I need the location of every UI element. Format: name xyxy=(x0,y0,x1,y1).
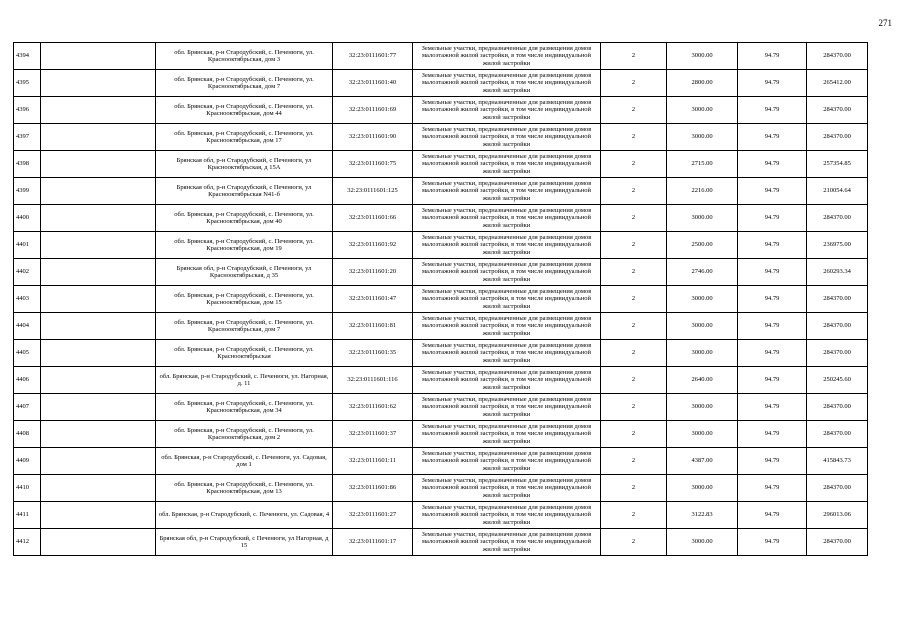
permitted-use-cell: Земельные участки, предназначенные для размещения домов малоэтажной жилой застройки, в том числе индивидуальной жилой застройки xyxy=(413,151,601,178)
group-code-cell: 2 xyxy=(601,502,667,529)
cadastral-value-cell: 284370.00 xyxy=(807,97,868,124)
cadastral-number-cell: 32:23:0111601:37 xyxy=(333,421,413,448)
permitted-use-cell: Земельные участки, предназначенные для размещения домов малоэтажной жилой застройки, в том числе индивидуальной жилой застройки xyxy=(413,529,601,556)
area-cell: 3000.00 xyxy=(667,394,738,421)
specific-value-cell: 94.79 xyxy=(738,43,807,70)
specific-value-cell: 94.79 xyxy=(738,475,807,502)
cadastral-value-cell: 210054.64 xyxy=(807,178,868,205)
area-cell: 3000.00 xyxy=(667,340,738,367)
specific-value-cell: 94.79 xyxy=(738,97,807,124)
specific-value-cell: 94.79 xyxy=(738,394,807,421)
table-row xyxy=(14,97,868,124)
table-row xyxy=(14,232,868,259)
specific-value-cell: 94.79 xyxy=(738,421,807,448)
table-row xyxy=(14,340,868,367)
row-number-cell: 4396 xyxy=(14,97,41,124)
permitted-use-cell: Земельные участки, предназначенные для размещения домов малоэтажной жилой застройки, в том числе индивидуальной жилой застройки xyxy=(413,313,601,340)
area-cell: 3000.00 xyxy=(667,421,738,448)
group-code-cell: 2 xyxy=(601,448,667,475)
empty-cell xyxy=(41,394,156,421)
address-cell: обл. Брянская, р-н Стародубский, с. Печенюги, ул. Краснооктябрьская, дом 19 xyxy=(156,232,333,259)
empty-cell xyxy=(41,232,156,259)
cadastral-number-cell: 32:23:0111601:47 xyxy=(333,286,413,313)
group-code-cell: 2 xyxy=(601,178,667,205)
table-row xyxy=(14,394,868,421)
empty-cell xyxy=(41,475,156,502)
row-number-cell: 4405 xyxy=(14,340,41,367)
group-code-cell: 2 xyxy=(601,43,667,70)
specific-value-cell: 94.79 xyxy=(738,340,807,367)
permitted-use-cell: Земельные участки, предназначенные для размещения домов малоэтажной жилой застройки, в том числе индивидуальной жилой застройки xyxy=(413,448,601,475)
table-row xyxy=(14,475,868,502)
row-number-cell: 4395 xyxy=(14,70,41,97)
address-cell: обл. Брянская, р-н Стародубский, с. Печенюги, ул. Садовая, дом 1 xyxy=(156,448,333,475)
group-code-cell: 2 xyxy=(601,259,667,286)
row-number-cell: 4410 xyxy=(14,475,41,502)
cadastral-value-cell: 284370.00 xyxy=(807,124,868,151)
cadastral-number-cell: 32:23:0111601:62 xyxy=(333,394,413,421)
cadastral-number-cell: 32:23:0111601:81 xyxy=(333,313,413,340)
empty-cell xyxy=(41,340,156,367)
cadastral-value-cell: 260293.34 xyxy=(807,259,868,286)
address-cell: обл. Брянская, р-н Стародубский, с. Печенюги, ул. Краснооктябрьская, дом 34 xyxy=(156,394,333,421)
empty-cell xyxy=(41,421,156,448)
row-number-cell: 4403 xyxy=(14,286,41,313)
specific-value-cell: 94.79 xyxy=(738,448,807,475)
row-number-cell: 4398 xyxy=(14,151,41,178)
permitted-use-cell: Земельные участки, предназначенные для размещения домов малоэтажной жилой застройки, в том числе индивидуальной жилой застройки xyxy=(413,259,601,286)
address-cell: Брянская обл, р-н Стародубский, с Печенюги, ул Краснооктябрьская, д 35 xyxy=(156,259,333,286)
empty-cell xyxy=(41,259,156,286)
cadastral-value-cell: 284370.00 xyxy=(807,475,868,502)
row-number-cell: 4409 xyxy=(14,448,41,475)
group-code-cell: 2 xyxy=(601,286,667,313)
permitted-use-cell: Земельные участки, предназначенные для размещения домов малоэтажной жилой застройки, в том числе индивидуальной жилой застройки xyxy=(413,421,601,448)
specific-value-cell: 94.79 xyxy=(738,367,807,394)
table-row xyxy=(14,70,868,97)
row-number-cell: 4407 xyxy=(14,394,41,421)
cadastral-value-cell: 284370.00 xyxy=(807,421,868,448)
table-row xyxy=(14,421,868,448)
empty-cell xyxy=(41,313,156,340)
address-cell: обл. Брянская, р-н Стародубский, с. Печенюги, ул. Краснооктябрьская, дом 13 xyxy=(156,475,333,502)
cadastral-number-cell: 32:23:0111601:75 xyxy=(333,151,413,178)
permitted-use-cell: Земельные участки, предназначенные для размещения домов малоэтажной жилой застройки, в том числе индивидуальной жилой застройки xyxy=(413,70,601,97)
area-cell: 3000.00 xyxy=(667,205,738,232)
cadastral-value-cell: 296013.06 xyxy=(807,502,868,529)
cadastral-value-cell: 284370.00 xyxy=(807,313,868,340)
table-row xyxy=(14,502,868,529)
area-cell: 2500.00 xyxy=(667,232,738,259)
address-cell: обл. Брянская, р-н Стародубский, с. Печенюги, ул. Садовая, 4 xyxy=(156,502,333,529)
cadastral-number-cell: 32:23:0111601:35 xyxy=(333,340,413,367)
row-number-cell: 4412 xyxy=(14,529,41,556)
area-cell: 4387.00 xyxy=(667,448,738,475)
address-cell: обл. Брянская, р-н Стародубский, с. Печенюги, ул. Краснооктябрьская, дом 7 xyxy=(156,70,333,97)
group-code-cell: 2 xyxy=(601,367,667,394)
group-code-cell: 2 xyxy=(601,97,667,124)
cadastral-number-cell: 32:23:0111601:77 xyxy=(333,43,413,70)
area-cell: 3000.00 xyxy=(667,286,738,313)
cadastral-value-cell: 236975.00 xyxy=(807,232,868,259)
specific-value-cell: 94.79 xyxy=(738,529,807,556)
area-cell: 3122.83 xyxy=(667,502,738,529)
address-cell: обл. Брянская, р-н Стародубский, с. Печенюги, ул. Краснооктябрьская, дом 15 xyxy=(156,286,333,313)
table-row xyxy=(14,448,868,475)
area-cell: 3000.00 xyxy=(667,475,738,502)
row-number-cell: 4399 xyxy=(14,178,41,205)
area-cell: 3000.00 xyxy=(667,43,738,70)
table-row xyxy=(14,259,868,286)
address-cell: обл. Брянская, р-н Стародубский, с. Печенюги, ул. Краснооктябрьская, дом 44 xyxy=(156,97,333,124)
area-cell: 2746.00 xyxy=(667,259,738,286)
row-number-cell: 4411 xyxy=(14,502,41,529)
cadastral-number-cell: 32:23:0111601:66 xyxy=(333,205,413,232)
permitted-use-cell: Земельные участки, предназначенные для размещения домов малоэтажной жилой застройки, в том числе индивидуальной жилой застройки xyxy=(413,124,601,151)
row-number-cell: 4397 xyxy=(14,124,41,151)
group-code-cell: 2 xyxy=(601,205,667,232)
permitted-use-cell: Земельные участки, предназначенные для размещения домов малоэтажной жилой застройки, в том числе индивидуальной жилой застройки xyxy=(413,394,601,421)
empty-cell xyxy=(41,43,156,70)
area-cell: 2800.00 xyxy=(667,70,738,97)
area-cell: 3000.00 xyxy=(667,124,738,151)
permitted-use-cell: Земельные участки, предназначенные для размещения домов малоэтажной жилой застройки, в том числе индивидуальной жилой застройки xyxy=(413,43,601,70)
land-registry-table xyxy=(13,42,868,556)
group-code-cell: 2 xyxy=(601,421,667,448)
permitted-use-cell: Земельные участки, предназначенные для размещения домов малоэтажной жилой застройки, в том числе индивидуальной жилой застройки xyxy=(413,286,601,313)
cadastral-value-cell: 284370.00 xyxy=(807,286,868,313)
specific-value-cell: 94.79 xyxy=(738,70,807,97)
cadastral-number-cell: 32:23:0111601:11 xyxy=(333,448,413,475)
cadastral-value-cell: 284370.00 xyxy=(807,529,868,556)
specific-value-cell: 94.79 xyxy=(738,286,807,313)
empty-cell xyxy=(41,97,156,124)
row-number-cell: 4394 xyxy=(14,43,41,70)
cadastral-number-cell: 32:23:0111601:20 xyxy=(333,259,413,286)
address-cell: обл. Брянская, р-н Стародубский, с. Печенюги, ул. Краснооктябрьская, дом 7 xyxy=(156,313,333,340)
cadastral-value-cell: 284370.00 xyxy=(807,205,868,232)
permitted-use-cell: Земельные участки, предназначенные для размещения домов малоэтажной жилой застройки, в том числе индивидуальной жилой застройки xyxy=(413,232,601,259)
specific-value-cell: 94.79 xyxy=(738,313,807,340)
permitted-use-cell: Земельные участки, предназначенные для размещения домов малоэтажной жилой застройки, в том числе индивидуальной жилой застройки xyxy=(413,475,601,502)
row-number-cell: 4400 xyxy=(14,205,41,232)
empty-cell xyxy=(41,205,156,232)
permitted-use-cell: Земельные участки, предназначенные для размещения домов малоэтажной жилой застройки, в том числе индивидуальной жилой застройки xyxy=(413,502,601,529)
table-row xyxy=(14,313,868,340)
specific-value-cell: 94.79 xyxy=(738,178,807,205)
empty-cell xyxy=(41,529,156,556)
group-code-cell: 2 xyxy=(601,151,667,178)
area-cell: 2216.00 xyxy=(667,178,738,205)
area-cell: 3000.00 xyxy=(667,97,738,124)
address-cell: обл. Брянская, р-н Стародубский, с. Печенюги, ул. Краснооктябрьская, дом 3 xyxy=(156,43,333,70)
row-number-cell: 4408 xyxy=(14,421,41,448)
empty-cell xyxy=(41,367,156,394)
cadastral-value-cell: 284370.00 xyxy=(807,394,868,421)
specific-value-cell: 94.79 xyxy=(738,232,807,259)
table-row xyxy=(14,124,868,151)
cadastral-number-cell: 32:23:0111601:90 xyxy=(333,124,413,151)
specific-value-cell: 94.79 xyxy=(738,205,807,232)
table-row xyxy=(14,367,868,394)
row-number-cell: 4404 xyxy=(14,313,41,340)
table-row xyxy=(14,286,868,313)
area-cell: 3000.00 xyxy=(667,529,738,556)
permitted-use-cell: Земельные участки, предназначенные для размещения домов малоэтажной жилой застройки, в том числе индивидуальной жилой застройки xyxy=(413,205,601,232)
address-cell: обл. Брянская, р-н Стародубский, с. Печенюги, ул. Нагорная, д. 11 xyxy=(156,367,333,394)
address-cell: обл. Брянская, р-н Стародубский, с. Печенюги, ул. Краснооктябрьская xyxy=(156,340,333,367)
page-number: 271 xyxy=(878,18,892,28)
address-cell: обл. Брянская, р-н Стародубский, с. Печенюги, ул. Краснооктябрьская, дом 40 xyxy=(156,205,333,232)
cadastral-number-cell: 32:23:0111601:92 xyxy=(333,232,413,259)
empty-cell xyxy=(41,151,156,178)
address-cell: обл. Брянская, р-н Стародубский, с. Печенюги, ул. Краснооктябрьская, дом 2 xyxy=(156,421,333,448)
area-cell: 2715.00 xyxy=(667,151,738,178)
specific-value-cell: 94.79 xyxy=(738,259,807,286)
table-row xyxy=(14,205,868,232)
permitted-use-cell: Земельные участки, предназначенные для размещения домов малоэтажной жилой застройки, в том числе индивидуальной жилой застройки xyxy=(413,97,601,124)
empty-cell xyxy=(41,124,156,151)
table-row xyxy=(14,529,868,556)
cadastral-value-cell: 284370.00 xyxy=(807,43,868,70)
group-code-cell: 2 xyxy=(601,313,667,340)
cadastral-value-cell: 250245.60 xyxy=(807,367,868,394)
empty-cell xyxy=(41,502,156,529)
address-cell: обл. Брянская, р-н Стародубский, с. Печенюги, ул. Краснооктябрьская, дом 17 xyxy=(156,124,333,151)
permitted-use-cell: Земельные участки, предназначенные для размещения домов малоэтажной жилой застройки, в том числе индивидуальной жилой застройки xyxy=(413,178,601,205)
group-code-cell: 2 xyxy=(601,394,667,421)
group-code-cell: 2 xyxy=(601,529,667,556)
permitted-use-cell: Земельные участки, предназначенные для размещения домов малоэтажной жилой застройки, в том числе индивидуальной жилой застройки xyxy=(413,340,601,367)
group-code-cell: 2 xyxy=(601,340,667,367)
table-row xyxy=(14,43,868,70)
table-row xyxy=(14,178,868,205)
cadastral-number-cell: 32:23:0111601:40 xyxy=(333,70,413,97)
cadastral-number-cell: 32:23:0111601:86 xyxy=(333,475,413,502)
row-number-cell: 4402 xyxy=(14,259,41,286)
specific-value-cell: 94.79 xyxy=(738,124,807,151)
permitted-use-cell: Земельные участки, предназначенные для размещения домов малоэтажной жилой застройки, в том числе индивидуальной жилой застройки xyxy=(413,367,601,394)
cadastral-number-cell: 32:23:0111601:116 xyxy=(333,367,413,394)
empty-cell xyxy=(41,286,156,313)
cadastral-value-cell: 257354.85 xyxy=(807,151,868,178)
group-code-cell: 2 xyxy=(601,232,667,259)
empty-cell xyxy=(41,178,156,205)
cadastral-number-cell: 32:23:0111601:17 xyxy=(333,529,413,556)
empty-cell xyxy=(41,448,156,475)
row-number-cell: 4401 xyxy=(14,232,41,259)
cadastral-number-cell: 32:23:0111601:69 xyxy=(333,97,413,124)
address-cell: Брянская обл, р-н Стародубский, с Печенюги, ул Краснооктябрьская, д 15А xyxy=(156,151,333,178)
cadastral-number-cell: 32:23:0111601:27 xyxy=(333,502,413,529)
cadastral-value-cell: 415843.73 xyxy=(807,448,868,475)
group-code-cell: 2 xyxy=(601,124,667,151)
group-code-cell: 2 xyxy=(601,70,667,97)
cadastral-value-cell: 284370.00 xyxy=(807,340,868,367)
address-cell: Брянская обл, р-н Стародубский, с Печенюги, ул Краснооктябрьская N41-б xyxy=(156,178,333,205)
empty-cell xyxy=(41,70,156,97)
area-cell: 2640.00 xyxy=(667,367,738,394)
table-row xyxy=(14,151,868,178)
row-number-cell: 4406 xyxy=(14,367,41,394)
cadastral-value-cell: 265412.00 xyxy=(807,70,868,97)
area-cell: 3000.00 xyxy=(667,313,738,340)
table-body xyxy=(14,43,868,556)
specific-value-cell: 94.79 xyxy=(738,502,807,529)
address-cell: Брянская обл, р-н Стародубский, с Печенюги, ул Нагорная, д 15 xyxy=(156,529,333,556)
cadastral-number-cell: 32:23:0111601:125 xyxy=(333,178,413,205)
specific-value-cell: 94.79 xyxy=(738,151,807,178)
group-code-cell: 2 xyxy=(601,475,667,502)
